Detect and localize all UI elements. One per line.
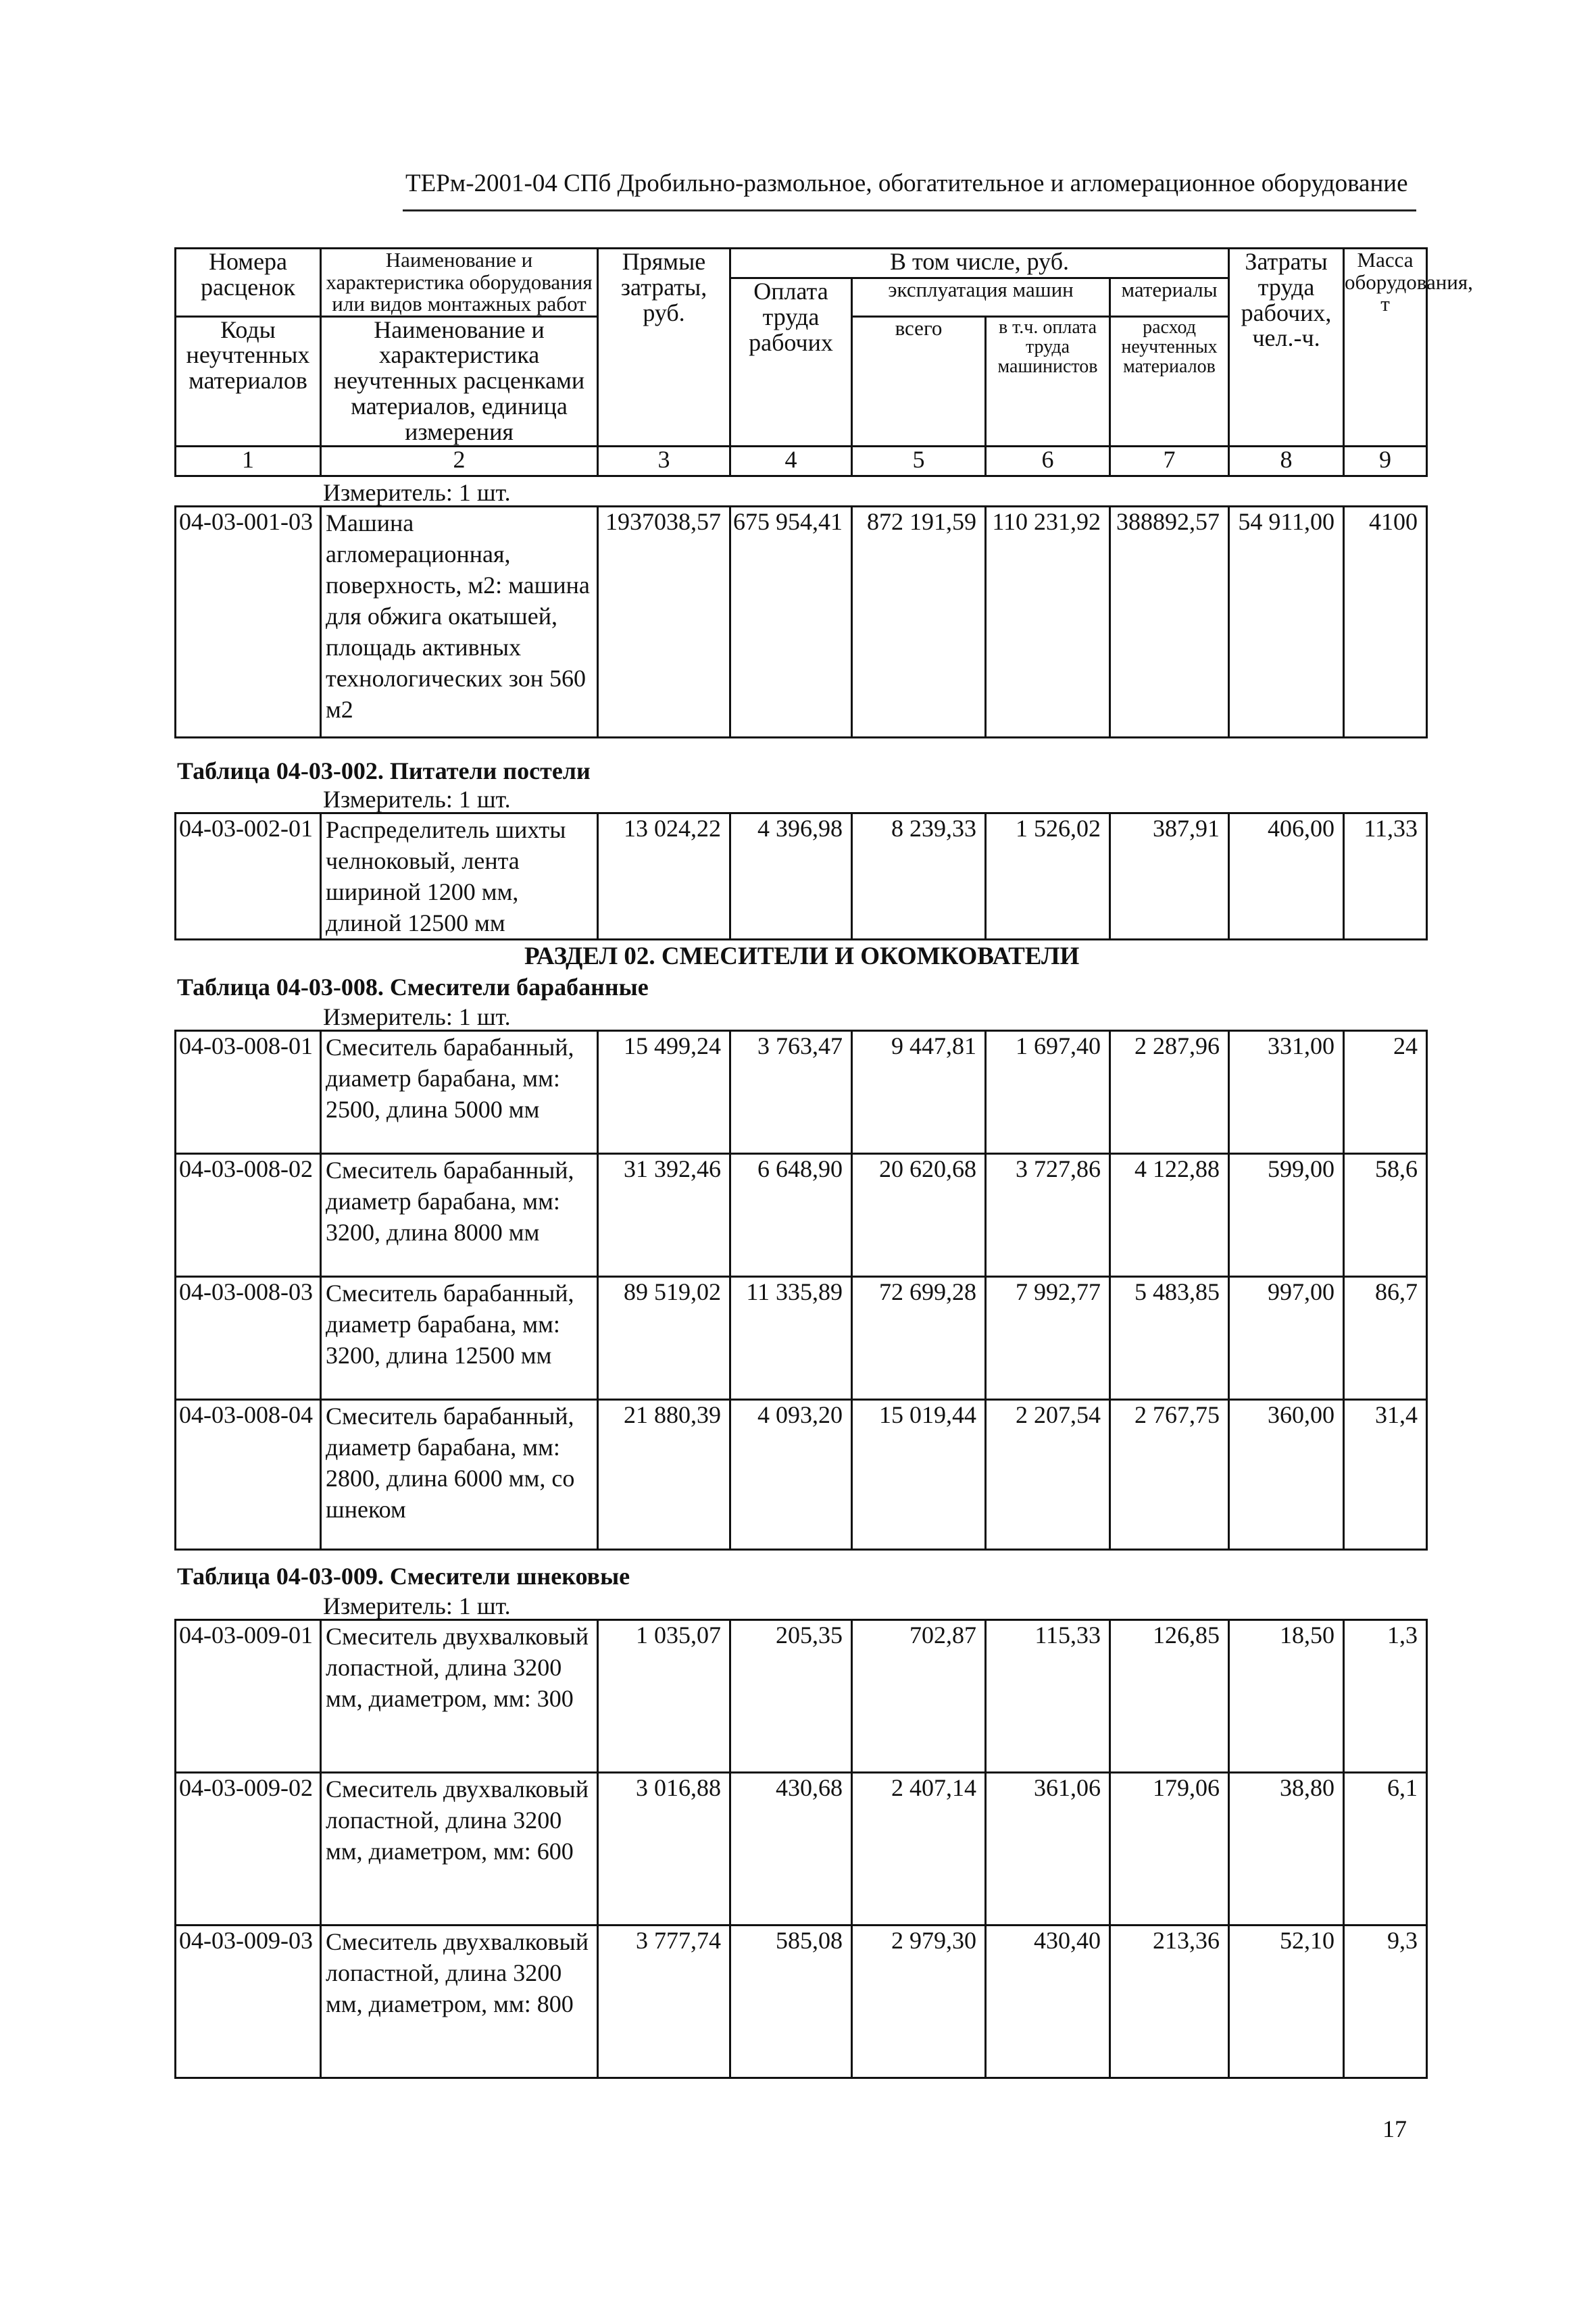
page-number: 17 [1382, 2115, 1407, 2142]
machines-total: 9 447,81 [852, 1031, 986, 1154]
section-title: РАЗДЕЛ 02. СМЕСИТЕЛИ И ОКОМКОВАТЕЛИ [524, 942, 1080, 970]
rate-code: 04-03-001-03 [176, 507, 321, 738]
machines-total: 15 019,44 [852, 1400, 986, 1550]
table-row [176, 1277, 1427, 1400]
rate-name: Смеситель барабанный, диаметр барабана, мм: 2800, длина 6000 мм, со шнеком [321, 1400, 598, 1550]
meter-label: Измеритель: 1 шт. [323, 1592, 511, 1619]
header-rule [403, 209, 1416, 211]
table-row [176, 1154, 1427, 1277]
page-header-title: ТЕРм-2001-04 СПб Дробильно-размольное, обогатительное и агломерационное оборудование [405, 170, 1408, 197]
col-number: 4 [730, 446, 852, 476]
col-header-labor: Оплата труда рабочих [730, 278, 852, 447]
col-header-materials: материалы [1110, 278, 1229, 317]
materials-cost: 387,91 [1110, 813, 1229, 940]
table-caption: Таблица 04-03-009. Смесители шнековые [177, 1563, 630, 1590]
labor-hours: 331,00 [1229, 1031, 1344, 1154]
table-caption: Таблица 04-03-002. Питатели постели [177, 757, 591, 784]
col-number: 3 [598, 446, 730, 476]
col-header-codes-bottom-line3: материалов [189, 367, 307, 395]
direct-cost: 1 035,07 [598, 1620, 730, 1773]
rate-name: Машина агломерационная, поверхность, м2: машина для обжига окатышей, площадь активных технологических зон 560 м2 [321, 507, 598, 738]
equipment-mass: 58,6 [1344, 1154, 1427, 1277]
equipment-mass: 4100 [1344, 507, 1427, 738]
rates-table-001 [174, 505, 1428, 738]
rate-name: Распределитель шихты челноковый, лента шириной 1200 мм, длиной 12500 мм [321, 813, 598, 940]
col-header-codes-bottom-line2: неучтенных [186, 341, 310, 369]
column-header-table [174, 247, 1473, 477]
machines-labor: 2 207,54 [986, 1400, 1110, 1550]
labor-pay: 675 954,41 [730, 507, 852, 738]
direct-cost: 21 880,39 [598, 1400, 730, 1550]
machines-labor: 7 992,77 [986, 1277, 1110, 1400]
col-header-machines: эксплуатация машин [852, 278, 1110, 317]
col-header-materials-use: расход неучтенных материалов [1110, 316, 1229, 446]
labor-hours: 54 911,00 [1229, 507, 1344, 738]
rate-name: Смеситель двухвалковый лопастной, длина 3200 мм, диаметром, мм: 800 [321, 1926, 598, 2078]
rates-table-002 [174, 812, 1428, 940]
col-header-mach-total: всего [852, 316, 986, 446]
equipment-mass: 24 [1344, 1031, 1427, 1154]
col-number: 9 [1344, 446, 1427, 476]
table-caption: Таблица 04-03-008. Смесители барабанные [177, 974, 649, 1001]
labor-pay: 4 396,98 [730, 813, 852, 940]
materials-cost: 388892,57 [1110, 507, 1229, 738]
direct-cost: 13 024,22 [598, 813, 730, 940]
machines-total: 2 407,14 [852, 1773, 986, 1926]
table-row [176, 813, 1427, 940]
labor-pay: 3 763,47 [730, 1031, 852, 1154]
rate-code: 04-03-009-01 [176, 1620, 321, 1773]
meter-label: Измеритель: 1 шт. [323, 1003, 511, 1030]
equipment-mass: 1,3 [1344, 1620, 1427, 1773]
table-row [176, 1031, 1427, 1154]
machines-labor: 430,40 [986, 1926, 1110, 2078]
col-header-codes-line1: Номера [208, 248, 288, 275]
machines-labor: 1 526,02 [986, 813, 1110, 940]
rates-table-009 [174, 1619, 1428, 2079]
col-header-codes-bottom-line1: Коды [220, 316, 276, 343]
rate-code: 04-03-008-02 [176, 1154, 321, 1277]
labor-hours: 406,00 [1229, 813, 1344, 940]
rate-name: Смеситель барабанный, диаметр барабана, мм: 2500, длина 5000 мм [321, 1031, 598, 1154]
col-header-mach-labor: в т.ч. оплата труда машинистов [986, 316, 1110, 446]
machines-total: 20 620,68 [852, 1154, 986, 1277]
labor-hours: 360,00 [1229, 1400, 1344, 1550]
table-row [176, 1400, 1427, 1550]
direct-cost: 3 016,88 [598, 1773, 730, 1926]
machines-labor: 1 697,40 [986, 1031, 1110, 1154]
labor-hours: 52,10 [1229, 1926, 1344, 2078]
labor-hours: 997,00 [1229, 1277, 1344, 1400]
col-header-hours: Затраты труда рабочих, чел.-ч. [1229, 249, 1344, 447]
direct-cost: 31 392,46 [598, 1154, 730, 1277]
col-header-codes [176, 249, 321, 317]
rates-table-008 [174, 1030, 1428, 1551]
equipment-mass: 9,3 [1344, 1926, 1427, 2078]
materials-cost: 4 122,88 [1110, 1154, 1229, 1277]
materials-cost: 2 287,96 [1110, 1031, 1229, 1154]
rate-name: Смеситель барабанный, диаметр барабана, мм: 3200, длина 12500 мм [321, 1277, 598, 1400]
labor-hours: 599,00 [1229, 1154, 1344, 1277]
col-header-name-top: Наименование и характеристика оборудования или видов монтажных работ [321, 249, 598, 317]
machines-labor: 361,06 [986, 1773, 1110, 1926]
rate-name: Смеситель двухвалковый лопастной, длина 3200 мм, диаметром, мм: 600 [321, 1773, 598, 1926]
col-header-group: В том числе, руб. [730, 249, 1229, 278]
materials-cost: 179,06 [1110, 1773, 1229, 1926]
machines-total: 2 979,30 [852, 1926, 986, 2078]
machines-total: 72 699,28 [852, 1277, 986, 1400]
direct-cost: 1937038,57 [598, 507, 730, 738]
col-number: 6 [986, 446, 1110, 476]
labor-pay: 430,68 [730, 1773, 852, 1926]
rate-code: 04-03-009-03 [176, 1926, 321, 2078]
meter-label: Измеритель: 1 шт. [323, 479, 511, 506]
col-header-direct: Прямые затраты, руб. [598, 249, 730, 447]
col-header-codes-line2: расценок [201, 273, 295, 301]
col-header-codes-bottom [176, 316, 321, 446]
labor-pay: 4 093,20 [730, 1400, 852, 1550]
col-number: 5 [852, 446, 986, 476]
machines-total: 8 239,33 [852, 813, 986, 940]
col-number: 1 [176, 446, 321, 476]
rate-code: 04-03-008-03 [176, 1277, 321, 1400]
equipment-mass: 6,1 [1344, 1773, 1427, 1926]
table-row [176, 1773, 1427, 1926]
rate-code: 04-03-009-02 [176, 1773, 321, 1926]
labor-hours: 38,80 [1229, 1773, 1344, 1926]
rate-code: 04-03-002-01 [176, 813, 321, 940]
rate-name: Смеситель двухвалковый лопастной, длина 3200 мм, диаметром, мм: 300 [321, 1620, 598, 1773]
rate-code: 04-03-008-04 [176, 1400, 321, 1550]
table-row [176, 1620, 1427, 1773]
machines-labor: 110 231,92 [986, 507, 1110, 738]
rate-name: Смеситель барабанный, диаметр барабана, мм: 3200, длина 8000 мм [321, 1154, 598, 1277]
equipment-mass: 86,7 [1344, 1277, 1427, 1400]
materials-cost: 126,85 [1110, 1620, 1229, 1773]
col-number: 7 [1110, 446, 1229, 476]
labor-pay: 6 648,90 [730, 1154, 852, 1277]
col-header-mass: Масса оборудования, т [1344, 249, 1427, 447]
column-numbers-row [176, 446, 1427, 476]
table-row [176, 507, 1427, 738]
labor-hours: 18,50 [1229, 1620, 1344, 1773]
col-header-name-bottom: Наименование и характеристика неучтенных расценками материалов, единица измерения [321, 316, 598, 446]
col-number: 8 [1229, 446, 1344, 476]
direct-cost: 15 499,24 [598, 1031, 730, 1154]
machines-total: 702,87 [852, 1620, 986, 1773]
rate-code: 04-03-008-01 [176, 1031, 321, 1154]
direct-cost: 3 777,74 [598, 1926, 730, 2078]
materials-cost: 5 483,85 [1110, 1277, 1229, 1400]
table-row [176, 1926, 1427, 2078]
meter-label: Измеритель: 1 шт. [323, 786, 511, 813]
labor-pay: 585,08 [730, 1926, 852, 2078]
machines-total: 872 191,59 [852, 507, 986, 738]
equipment-mass: 31,4 [1344, 1400, 1427, 1550]
materials-cost: 213,36 [1110, 1926, 1229, 2078]
machines-labor: 115,33 [986, 1620, 1110, 1773]
labor-pay: 11 335,89 [730, 1277, 852, 1400]
col-number: 2 [321, 446, 598, 476]
machines-labor: 3 727,86 [986, 1154, 1110, 1277]
labor-pay: 205,35 [730, 1620, 852, 1773]
equipment-mass: 11,33 [1344, 813, 1427, 940]
direct-cost: 89 519,02 [598, 1277, 730, 1400]
materials-cost: 2 767,75 [1110, 1400, 1229, 1550]
